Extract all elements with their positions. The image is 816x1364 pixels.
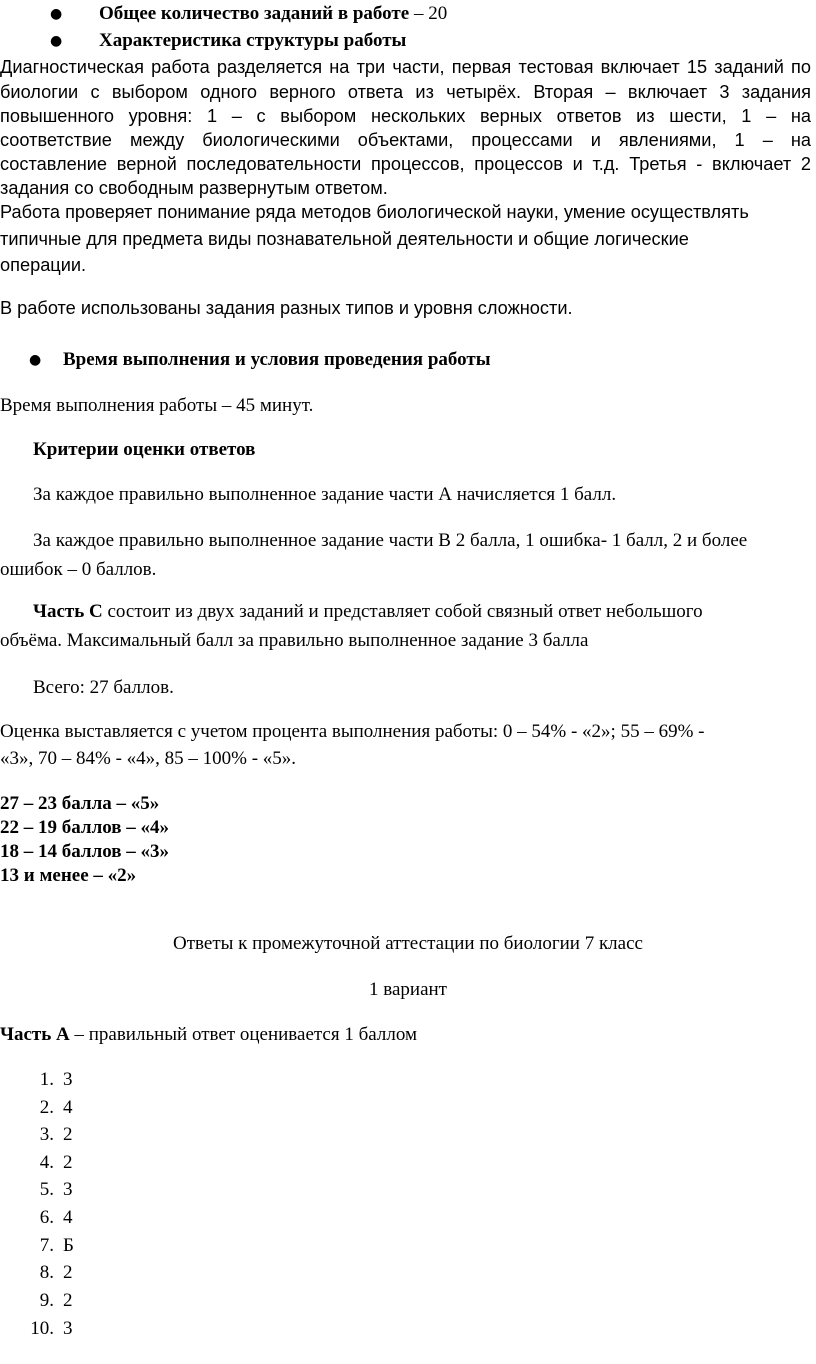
structure-line: задания со свободным развернутым ответом. (0, 178, 388, 198)
bullet-suffix: – 20 (409, 3, 448, 24)
time-text: Время выполнения работы – 45 минут. (0, 395, 314, 416)
grading-line: Оценка выставляется с учетом процента выполнения работы: 0 – 54% - «2»; 55 – 69% - (0, 721, 705, 742)
structure-line: Диагностическая работа разделяется на три части, первая тестовая включает 15 заданий по (0, 57, 811, 77)
part-a-desc: – правильный ответ оценивается 1 баллом (69, 1024, 417, 1045)
bullet-icon: ● (50, 33, 63, 49)
time-heading: Время выполнения и условия проведения работы (63, 349, 491, 370)
methods-line: операции. (0, 255, 87, 275)
part-c-label: Часть С (33, 601, 103, 622)
methods-line: типичные для предмета виды познавательной деятельности и общие логические (0, 229, 689, 249)
part-a-criteria: За каждое правильно выполненное задание части А начисляется 1 балл. (33, 484, 617, 505)
methods-line: Работа проверяет понимание ряда методов биологической науки, умение осуществлять (0, 202, 749, 222)
structure-line: биологии с выбором одного верного ответа из четырёх. Вторая – включает 3 задания (0, 82, 811, 102)
score-scale-item: 22 – 19 баллов – «4» (0, 817, 170, 838)
bullet-icon: ● (29, 352, 42, 368)
score-scale-item: 18 – 14 баллов – «3» (0, 841, 170, 862)
bullet-icon: ● (50, 6, 63, 22)
part-c-criteria-cont: объёма. Максимальный балл за правильно выполненное задание 3 балла (0, 630, 589, 651)
bullet-item-structure: Характеристика структуры работы (99, 30, 407, 51)
part-b-criteria-cont: ошибок – 0 баллов. (0, 559, 157, 580)
total-score: Всего: 27 баллов. (33, 677, 174, 698)
criteria-heading: Критерии оценки ответов (33, 439, 256, 460)
structure-line: составление верной последовательности процессов, процессов и т.д. Третья - включает 2 (0, 154, 811, 174)
document-page: ● Общее количество заданий в работе – 20 ● Характеристика структуры работы Диагностическая работа разделяется на три части, первая тестовая включает 15 заданий по биологии с выбором одного верного ответа из четырёх. Вторая – включает 3 задания повышенного уровня: 1 – с выбором нескольких верных ответов из шести, 1 – на соответствие между биологическими объектами, процессами и явлениями, 1 – на составление верной последовательности процессов, процессов и т.д. Третья - включает 2 задания со свободным развернутым ответом. Работа проверяет понимание ряда методов биологической науки, умение осуществлять типичные для предмета виды познавательной деятельности и общие логические операции. В работе использованы задания разных типов и уровня сложности. ● Время выполнения и условия проведения работы Время выполнения работы – 45 минут. Критерии оценки ответов За каждое правильно выполненное задание части А начисляется 1 балл. За каждое правильно выполненное задание части В 2 балла, 1 ошибка- 1 балл, 2 и более ошибок – 0 баллов. Часть С состоит из двух заданий и представляет собой связный ответ небольшого объёма. Максимальный балл за правильно выполненное задание 3 балла Всего: 27 баллов. Оценка выставляется с учетом процента выполнения работы: 0 – 54% - «2»; 55 – 69% - «3», 70 – 84% - «4», 85 – 100% - «5». 27 – 23 балла – «5» 22 – 19 баллов – «4» 18 – 14 баллов – «3» 13 и менее – «2» Ответы к промежуточной аттестации по биологии 7 класс 1 вариант Часть А – правильный ответ оценивается 1 баллом 1. 3 2. 4 3. 2 4. 2 5. 3 6. 4 7. Б 8. 2 9. 2 10. 3 (0, 0, 816, 1364)
score-scale-item: 27 – 23 балла – «5» (0, 793, 160, 814)
grading-line: «3», 70 – 84% - «4», 85 – 100% - «5». (0, 748, 297, 769)
part-c-criteria (33, 600, 703, 624)
bullet-item-task-count (99, 2, 447, 26)
answers-title: Ответы к промежуточной аттестации по биологии 7 класс (173, 933, 643, 954)
part-a-heading (0, 1023, 417, 1047)
part-b-criteria: За каждое правильно выполненное задание части В 2 балла, 1 ошибка- 1 балл, 2 и более (33, 530, 748, 551)
part-c-text: состоит из двух заданий и представляет собой связный ответ небольшого (107, 601, 703, 622)
score-scale-item: 13 и менее – «2» (0, 865, 137, 886)
variant-title: 1 вариант (369, 979, 447, 1000)
bullet-label: Общее количество заданий в работе (99, 3, 410, 24)
task-types-text: В работе использованы задания разных типов и уровня сложности. (0, 298, 573, 318)
structure-line: соответствие между биологическими объектами, процессами и явлениями, 1 – на (0, 130, 811, 150)
structure-line: повышенного уровня: 1 – с выбором нескольких верных ответов из шести, 1 – на (0, 106, 811, 126)
part-a-label: Часть А (0, 1024, 70, 1045)
